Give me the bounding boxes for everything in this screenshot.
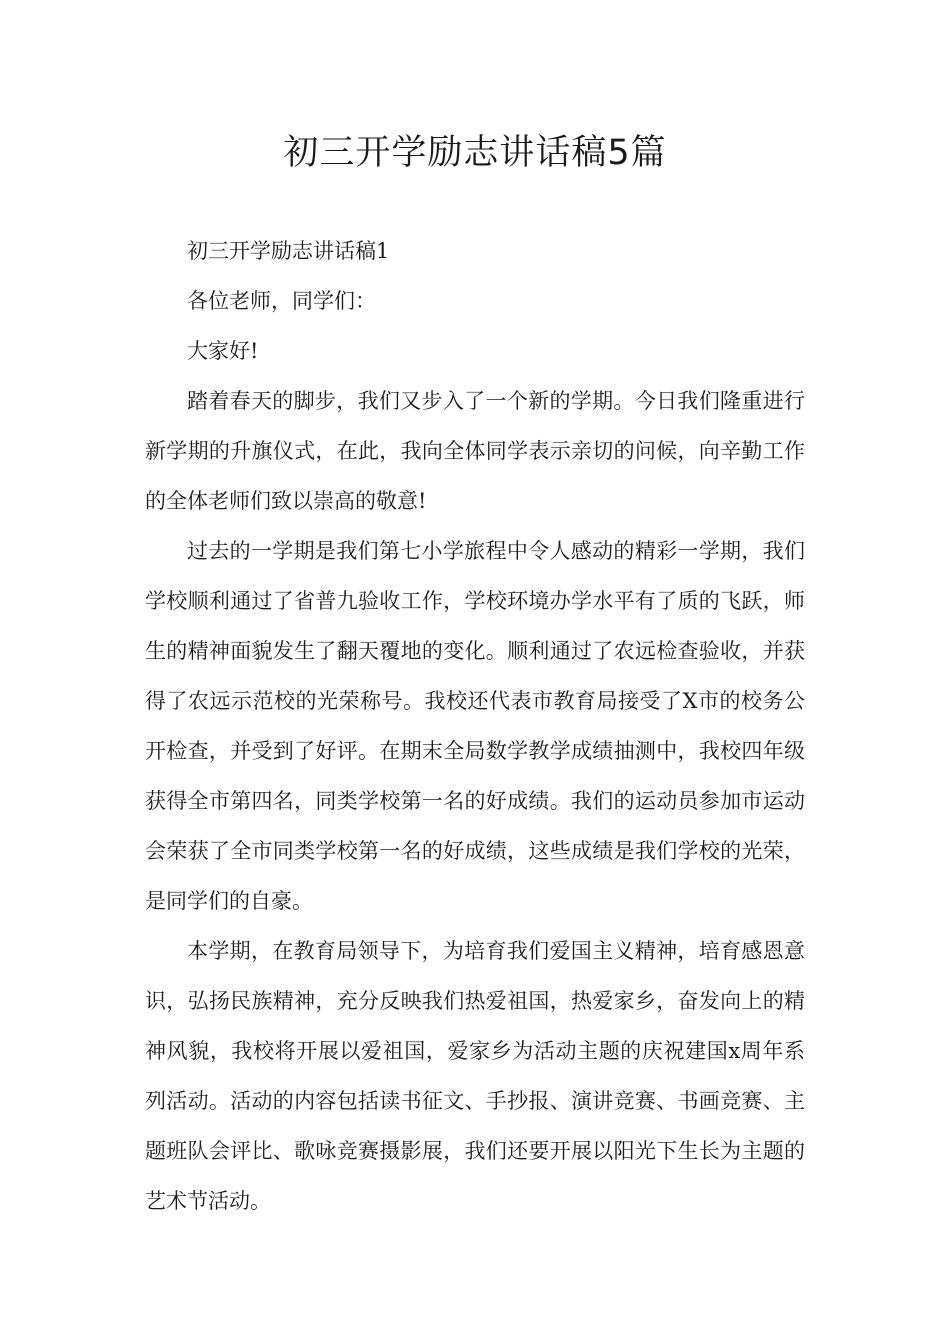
paragraph: 本学期，在教育局领导下，为培育我们爱国主义精神，培育感恩意识，弘扬民族精神，充分反映我们热爱祖国，热爱家乡，奋发向上的精神风貌，我校将开展以爱祖国，爱家乡为活动主题的庆祝建国x周年系列活动。活动的内容包括读书征文、手抄报、演讲竞赛、书画竞赛、主题班队会评比、歌咏竞赛摄影展，我们还要开展以阳光下生长为主题的艺术节活动。 — [145, 939, 805, 1213]
paragraph: 过去的一学期是我们第七小学旅程中令人感动的精彩一学期，我们学校顺利通过了省普九验收工作，学校环境办学水平有了质的飞跃，师生的精神面貌发生了翻天覆地的变化。顺利通过了农远检查验收，并获得了农远示范校的光荣称号。我校还代表市教育局接受了X市的校务公开检查，并受到了好评。在期末全局数学教学成绩抽测中，我校四年级获得全市第四名，同类学校第一名的好成绩。我们的运动员参加市运动会荣获了全市同类学校第一名的好成绩，这些成绩是我们学校的光荣，是同学们的自豪。 — [145, 539, 805, 913]
document-title: 初三开学励志讲话稿5篇 — [283, 133, 667, 173]
paragraph: 踏着春天的脚步，我们又步入了一个新的学期。今日我们隆重进行新学期的升旗仪式，在此，我向全体同学表示亲切的问候，向辛勤工作的全体老师们致以崇高的敬意! — [145, 389, 805, 513]
section-heading: 初三开学励志讲话稿1 — [187, 239, 390, 263]
greeting: 大家好! — [187, 339, 259, 363]
salutation: 各位老师，同学们： — [187, 289, 376, 313]
document-body — [145, 226, 805, 1226]
